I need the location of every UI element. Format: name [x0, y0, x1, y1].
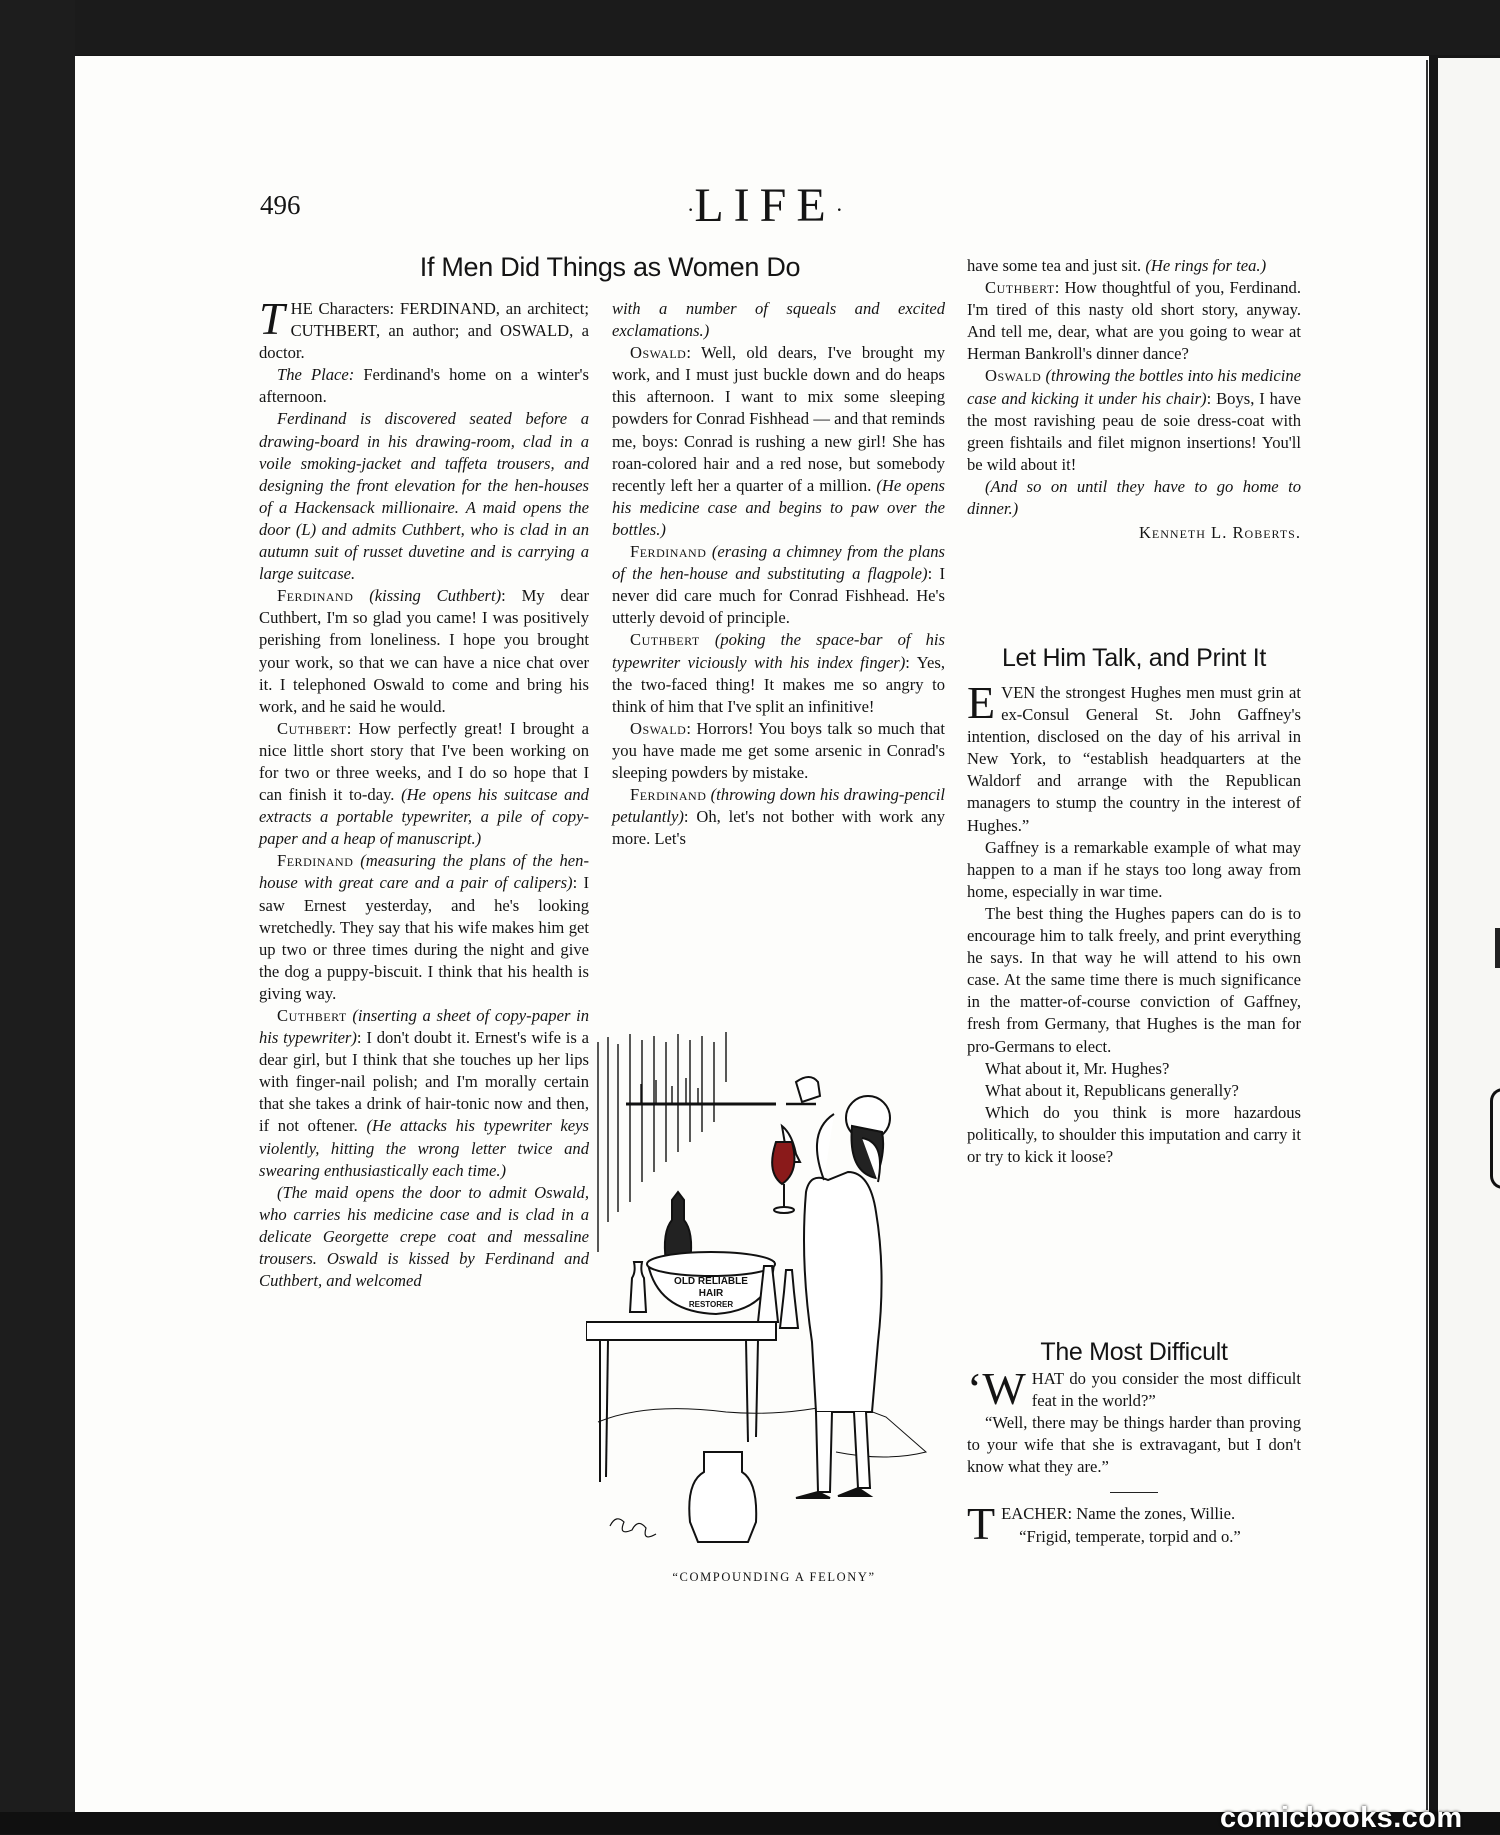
paragraph-rest: : I never did care much for Conrad Fishhead. He's utterly devoid of principle.: [612, 564, 945, 628]
paragraph-speaker: Ferdinand: [630, 785, 707, 805]
scan-top-border: [0, 0, 1500, 55]
paragraph-rest: HE Characters: FERDINAND, an architect; CUTHBERT, an author; and OSWALD, a doctor.: [259, 299, 589, 363]
paragraph-dir: (He attacks his typewriter keys violently, hitting the wrong letter twice and swearing enthusiastically each time.): [259, 1116, 589, 1180]
paragraph-speaker: Cuthbert: [630, 630, 700, 650]
article2-body: [967, 677, 1301, 1168]
paragraph-dir: (inserting a sheet of copy-paper in his typewriter): [259, 1006, 589, 1048]
paragraph-rest: : Horrors! You boys talk so much that you have made me get some arsenic in Conrad's sleeping powders by mistake.: [612, 718, 945, 782]
paragraph-speaker: Ferdinand: [630, 542, 707, 562]
paragraph: [259, 1182, 589, 1292]
paragraph: [259, 585, 589, 718]
paragraph-rest: : I don't doubt it. Ernest's wife is a dear girl, but I think that she touches up her lips with finger-nail polish; and I'm morally certain that she takes a drink of hair-tonic now and then, if not oftener.: [259, 1028, 589, 1136]
paragraph-rest: have some tea and just sit.: [967, 256, 1146, 275]
paragraph-dir: (kissing Cuthbert): [353, 586, 502, 606]
section-rule: [1110, 1492, 1158, 1493]
paragraph-speaker: Cuthbert: [277, 718, 347, 738]
article-title-if-men-did-things: If Men Did Things as Women Do: [419, 252, 801, 282]
paragraph-rest: “Frigid, temperate, torpid and o.”: [1019, 1526, 1241, 1546]
article3-and-4-body: [967, 1363, 1301, 1550]
paragraph-italic: (The maid opens the door to admit Oswald, who carries his medicine case and is clad in a delicate Georgette crepe coat and messaline trousers. Oswald is kissed by Ferdinand and Cuthbert, and welcomed: [259, 1182, 589, 1291]
paragraph: [612, 342, 945, 541]
masthead-title: LIFE: [694, 179, 836, 232]
paragraph-rest: VEN the strongest Hughes men must grin at ex-Consul General St. John Gaffney's intention, disclosed on the day of his arrival in New York, to “establish headquarters at the Waldorf and arrange with the Republican managers to stump the country in the interest of Hughes.”: [967, 683, 1301, 835]
paragraph: [967, 1058, 1301, 1080]
paragraph-cap: T: [967, 1498, 996, 1550]
paragraph-rest: : Boys, I have the most ravishing peau de soie dress-coat with green fishtails and filet mignon insertions! You'll be wild about it!: [967, 388, 1301, 474]
paragraph-rest: HAT do you consider the most difficult feat in the world?”: [1031, 1369, 1301, 1411]
paragraph-rest: : I saw Ernest yesterday, and he's looking wretchedly. They say that his wife makes him get up two or three times during the night and give the dog a puppy-biscuit. I think that his health is giving way.: [259, 873, 589, 1003]
paragraph: [612, 629, 945, 717]
paragraph: [967, 1526, 1301, 1548]
paragraph-dir: (throwing down his drawing-pencil petulantly): [612, 785, 945, 827]
paragraph-italic: with a number of squeals and excited exclamations.): [612, 299, 945, 341]
artist-signature: [610, 1519, 656, 1537]
paragraph: [967, 1080, 1301, 1102]
paragraph-rest: Gaffney is a remarkable example of what may happen to a man if he stays too long away from home, especially in war time.: [967, 837, 1301, 901]
paragraph-speaker: Oswald: [630, 343, 687, 363]
paragraph: [259, 364, 589, 408]
paragraph-cap: ‘W: [967, 1363, 1026, 1414]
paragraph-dir: (He opens his suitcase and extracts a portable typewriter, a pile of copy-paper and a heap of manuscript.): [259, 785, 589, 849]
cartoon-caption: “COMPOUNDING A FELONY”: [672, 1570, 876, 1584]
paragraph-rest: EACHER: Name the zones, Willie.: [1001, 1504, 1236, 1524]
paragraph-cap: T: [259, 293, 285, 344]
paragraph-lead: The Place:: [277, 365, 355, 385]
paragraph: [612, 718, 945, 784]
paragraph: [967, 1102, 1301, 1168]
paragraph-dir: (measuring the plans of the hen-house with great care and a pair of calipers): [259, 851, 589, 893]
article1-column-3: [967, 255, 1301, 544]
paragraph-speaker: Oswald: [985, 366, 1042, 386]
paragraph: [259, 293, 589, 364]
paragraph-rest: Ferdinand's home on a winter's afternoon.: [259, 365, 589, 407]
article-title-let-him-talk: Let Him Talk, and Print It: [1001, 644, 1267, 672]
paragraph-cap: E: [967, 677, 996, 728]
paragraph-dir: (throwing the bottles into his medicine case and kicking it under his chair): [967, 366, 1301, 408]
paragraph: [259, 850, 589, 1005]
paragraph: [259, 718, 589, 851]
paragraph: [967, 365, 1301, 475]
paragraph: [967, 255, 1301, 277]
paragraph-dir: (poking the space-bar of his typewriter viciously with his index finger): [612, 630, 945, 672]
paragraph-dir: (erasing a chimney from the plans of the hen-house and substituting a flagpole): [612, 542, 945, 584]
paragraph: [967, 1363, 1301, 1414]
bowl-label-line-3: RESTORER: [688, 1300, 734, 1309]
paragraph: [967, 277, 1301, 365]
adjacent-page-edge: [1438, 58, 1500, 1812]
article4-body: [967, 1498, 1301, 1550]
paragraph-dir: (He rings for tea.): [1145, 256, 1267, 275]
paragraph: [612, 298, 945, 342]
watermark: comicbooks.com: [1220, 1802, 1463, 1834]
paragraph: [612, 541, 945, 629]
paragraph-speaker: Cuthbert: [277, 1006, 347, 1025]
paragraph: [967, 677, 1301, 837]
paragraph-italic: Ferdinand is discovered seated before a drawing-board in his drawing-room, clad in a voile smoking-jacket and taffeta trousers, and designing the front elevation for the hen-houses of a Hackensack millionaire. A maid opens the door (L) and admits Cuthbert, who is clad in an autumn suit of russet duvetine and is carrying a large suitcase.: [259, 409, 589, 584]
paragraph-italic: (And so on until they have to go home to dinner.): [967, 476, 1301, 519]
article3-body: [967, 1363, 1301, 1478]
paragraph-speaker: Ferdinand: [277, 586, 354, 606]
article1-column-3-body: [967, 255, 1301, 520]
paragraph: [967, 1412, 1301, 1478]
paragraph-rest: The best thing the Hughes papers can do is to encourage him to talk freely, and print everything he says. In that way he will attend to his own case. At the same time there is much significance in the matter-of-course conviction of Gaffney, fresh from Germany, that Hughes is the man for pro-Germans to elect.: [967, 903, 1301, 1056]
paragraph-rest: : My dear Cuthbert, I'm so glad you came! I was positively perishing from loneliness. I hope you brought your work, so that we can have a nice chat over it. I telephoned Oswald to come and bring his work, and he said he would.: [259, 586, 589, 716]
paragraph-rest: : Oh, let's not bother with work any more. Let's: [612, 807, 945, 849]
paragraph-rest: Which do you think is more hazardous politically, to shoulder this imputation and carry it or try to kick it loose?: [967, 1102, 1301, 1166]
paragraph: [967, 476, 1301, 520]
paragraph-rest: What about it, Republicans generally?: [985, 1080, 1239, 1100]
paragraph-speaker: Cuthbert: [985, 278, 1055, 298]
paragraph-rest: What about it, Mr. Hughes?: [985, 1058, 1170, 1078]
article1-column-2: [612, 298, 945, 850]
paragraph: [612, 784, 945, 850]
byline: Kenneth L. Roberts.: [1138, 523, 1301, 543]
paragraph-rest: : How thoughtful of you, Ferdinand. I'm tired of this nasty old short story, anyway. And tell me, dear, what are you going to wear at Herman Bankroll's dinner dance?: [967, 278, 1301, 364]
article-title-most-difficult: The Most Difficult: [1040, 1338, 1228, 1366]
paragraph: [259, 1005, 589, 1182]
cartoon-illustration: [586, 1022, 962, 1562]
paragraph-rest: : Well, old dears, I've brought my work, and I must just buckle down and do heaps this afternoon. I want to mix some sleeping powders for Conrad Fishhead — and that reminds me, boys: Conrad is rushing a new girl! She has roan-colored hair and a red nose, but somebody recently left her a quarter of a million.: [612, 343, 945, 495]
masthead: ·LIFE·: [687, 179, 843, 232]
bowl-label-line-2: HAIR: [698, 1288, 724, 1299]
bowl-label-line-1: OLD RELIABLE: [674, 1276, 748, 1287]
paragraph: [967, 903, 1301, 1058]
paragraph: [967, 837, 1301, 903]
paragraph-speaker: Ferdinand: [277, 851, 354, 871]
page-number: 496: [260, 190, 301, 220]
paragraph-rest: “Well, there may be things harder than proving to your wife that she is extravagant, but I don't know what they are.”: [967, 1413, 1301, 1477]
paragraph-dir: (He opens his medicine case and begins to paw over the bottles.): [612, 475, 945, 539]
paragraph-rest: : Yes, the two-faced thing! It makes me so angry to think of him that I've split an infinitive!: [612, 652, 945, 716]
paragraph-rest: : How perfectly great! I brought a nice little short story that I've been working on for two or three weeks, and I do so hope that I can finish it to-day.: [259, 718, 589, 805]
page-gutter: [1426, 60, 1428, 1810]
paragraph: [259, 408, 589, 585]
article1-column-1: [259, 293, 589, 1292]
paragraph-speaker: Oswald: [630, 718, 687, 738]
scan-left-border: [0, 0, 75, 1834]
